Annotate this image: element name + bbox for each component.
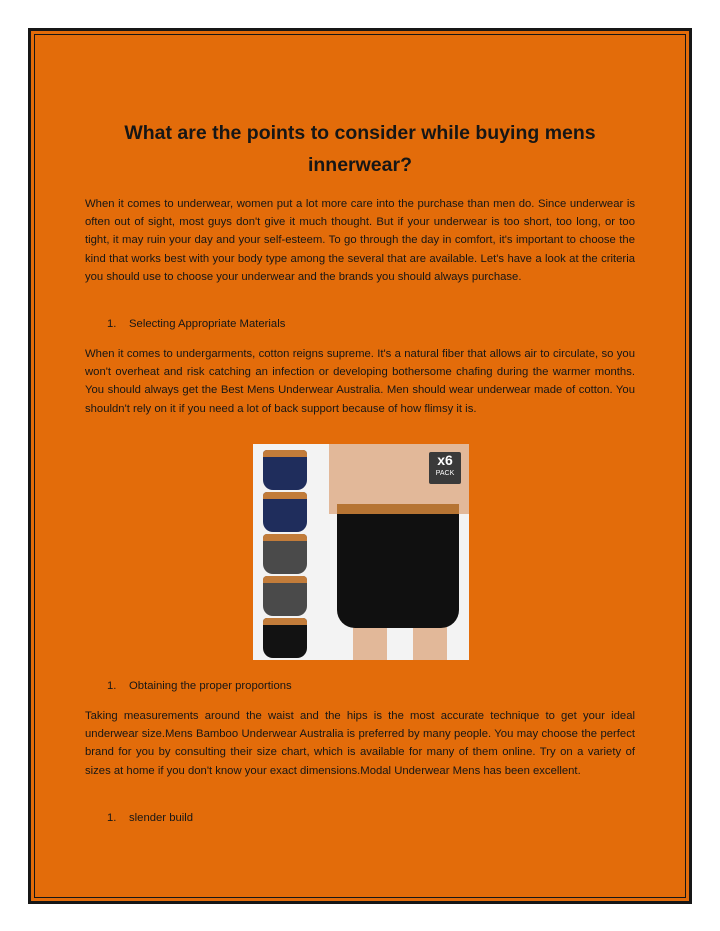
swatch-black — [263, 618, 307, 658]
boxer-waistband — [337, 504, 459, 514]
section-3-number: 1. — [107, 812, 117, 824]
pack-badge-label: PACK — [435, 470, 455, 477]
section-2-number: 1. — [107, 680, 117, 692]
pack-badge-count: x6 — [437, 452, 453, 468]
swatch-navy-2 — [263, 492, 307, 532]
section-1-title: Selecting Appropriate Materials — [129, 318, 286, 330]
section-3-title: slender build — [129, 812, 194, 824]
section-1-heading — [107, 315, 285, 333]
section-1-number: 1. — [107, 318, 117, 330]
swatch-grey-2 — [263, 576, 307, 616]
intro-paragraph: When it comes to underwear, women put a lot more care into the purchase than men do. Since underwear is often out of sight, most guys don't give it much thought. But if your underwear is too short, too long, or too tight, it may ruin your day and your self-esteem. To go through the day in comfort, it's important to choose the kind that works best with your body type among the several that are available. Let's have a look at the criteria you should use to choose your underwear and the brands you should always purchase. — [85, 198, 635, 283]
document-page — [28, 28, 692, 904]
product-image — [253, 444, 469, 660]
section-3-heading — [107, 809, 193, 827]
page-title: What are the points to consider while buying mens innerwear? — [124, 122, 596, 176]
swatch-grey-1 — [263, 534, 307, 574]
section-2-body: Taking measurements around the waist and the hips is the most accurate technique to get your ideal underwear size.Mens Bamboo Underwear Australia is preferred by many people. You may choose the perfect brand for you by consulting their size chart, which is available for many of them online. Try on a variety of sizes at home if you don't know your exact dimensions.Modal Underwear Mens has been excellent. — [85, 710, 635, 777]
swatch-navy-1 — [263, 450, 307, 490]
section-1-body: When it comes to undergarments, cotton reigns supreme. It's a natural fiber that allows air to circulate, so you won't overheat and risk catching an infection or developing bothersome chafing during the warmer months. You should always get the Best Mens Underwear Australia. Men should wear underwear made of cotton. You shouldn't rely on it if you need a lot of back support because of how flimsy it is. — [85, 348, 635, 415]
section-2-heading — [107, 677, 292, 695]
pack-badge — [429, 452, 461, 484]
section-2-title: Obtaining the proper proportions — [129, 680, 292, 692]
boxer-trunk — [337, 508, 459, 628]
